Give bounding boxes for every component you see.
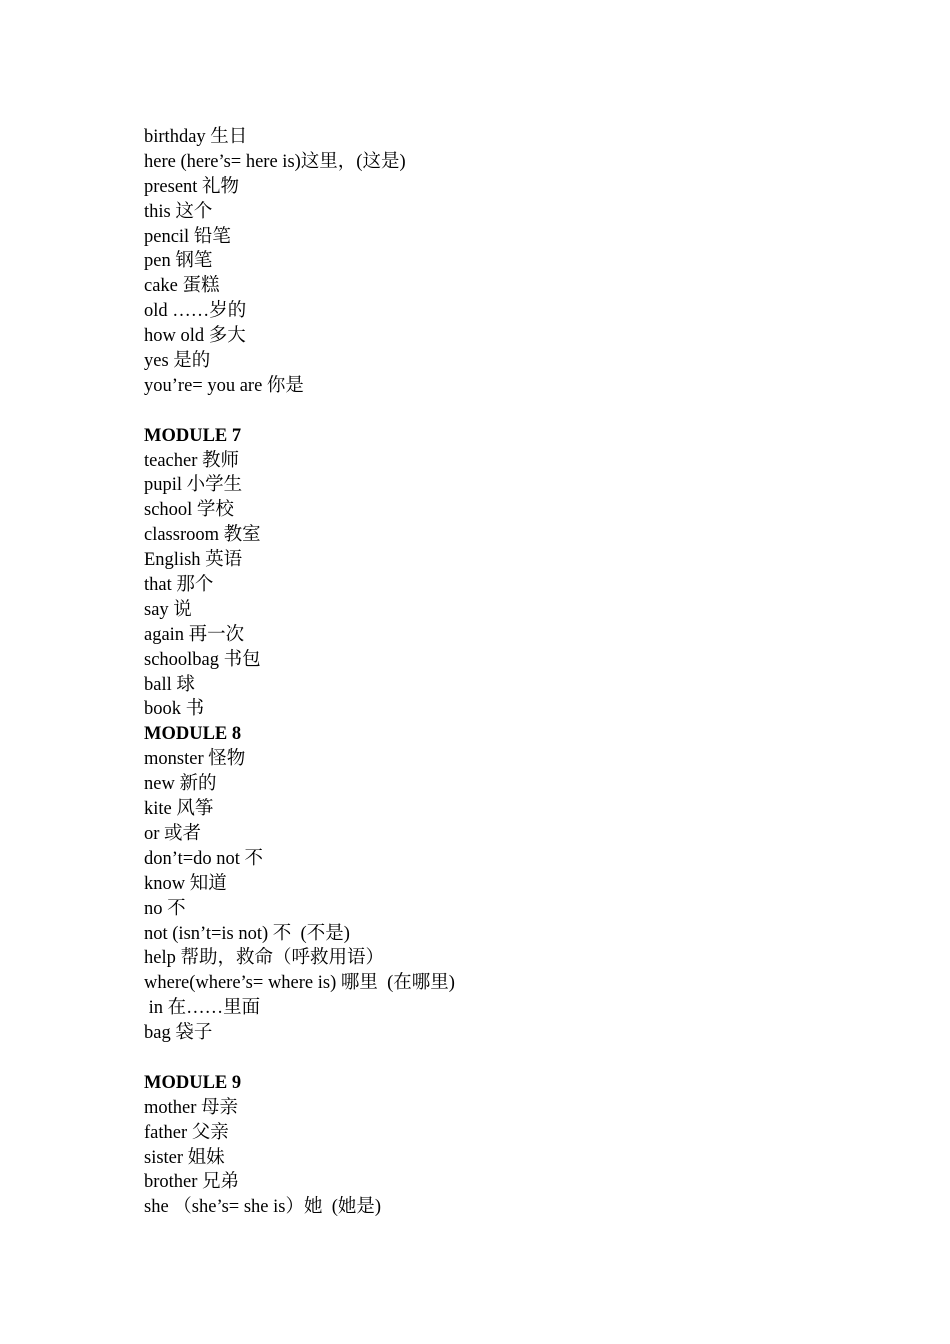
vocab-entry: you’re= you are 你是 xyxy=(144,375,304,396)
vocab-entry: cake 蛋糕 xyxy=(144,276,220,297)
vocab-entry: birthday 生日 xyxy=(144,127,248,147)
vocab-entry: pen 钢笔 xyxy=(144,251,213,272)
vocab-entry: new 新的 xyxy=(144,774,217,795)
vocab-entry: teacher 教师 xyxy=(144,450,240,471)
vocab-entry: or 或者 xyxy=(144,823,202,844)
vocab-entry: pencil 铅笔 xyxy=(144,226,231,247)
vocab-entry: English 英语 xyxy=(144,550,243,571)
vocab-entry: ball 球 xyxy=(144,674,195,695)
blank-line xyxy=(144,1046,844,1071)
vocab-entry: know 知道 xyxy=(144,873,227,894)
vocab-entry: where(where’s= where is) 哪里 (在哪里) xyxy=(144,973,455,994)
vocab-entry: mother 母亲 xyxy=(144,1097,239,1118)
vocab-entry: schoolbag 书包 xyxy=(144,649,261,670)
vocab-entry: this 这个 xyxy=(144,201,213,222)
vocab-entry: classroom 教室 xyxy=(144,525,261,546)
vocab-entry: not (isn’t=is not) 不 (不是) xyxy=(144,923,350,944)
vocab-entry: kite 风筝 xyxy=(144,799,214,820)
vocab-entry: don’t=do not 不 xyxy=(144,848,264,869)
vocab-entry: in 在……里面 xyxy=(144,998,261,1019)
vocab-entry: monster 怪物 xyxy=(144,749,246,770)
vocab-entry: no 不 xyxy=(144,898,186,919)
vocab-entry: she （she’s= she is）她 (她是) xyxy=(144,1197,382,1218)
vocab-entry: say 说 xyxy=(144,599,192,620)
vocab-entry: sister 姐妹 xyxy=(144,1147,225,1168)
vocab-entry: pupil 小学生 xyxy=(144,475,243,496)
vocab-entry: that 那个 xyxy=(144,575,214,596)
vocabulary-list xyxy=(144,125,844,1220)
vocab-entry: present 礼物 xyxy=(144,176,240,197)
vocab-entry: old ……岁的 xyxy=(144,301,247,322)
vocab-entry: here (here’s= here is)这里，(这是) xyxy=(144,151,406,172)
module-heading: MODULE 9 xyxy=(144,1072,242,1093)
vocab-entry: help 帮助，救命（呼救用语） xyxy=(144,948,384,969)
blank-line xyxy=(144,399,844,424)
vocab-entry: how old 多大 xyxy=(144,326,246,347)
module-heading: MODULE 7 xyxy=(144,425,242,446)
vocab-entry: again 再一次 xyxy=(144,624,245,645)
vocab-entry: brother 兄弟 xyxy=(144,1172,240,1193)
module-heading: MODULE 8 xyxy=(144,724,242,745)
vocab-entry: bag 袋子 xyxy=(144,1023,213,1044)
vocab-entry: yes 是的 xyxy=(144,351,211,372)
vocab-entry: school 学校 xyxy=(144,500,234,521)
vocab-entry: father 父亲 xyxy=(144,1122,229,1143)
vocab-entry: book 书 xyxy=(144,699,205,720)
